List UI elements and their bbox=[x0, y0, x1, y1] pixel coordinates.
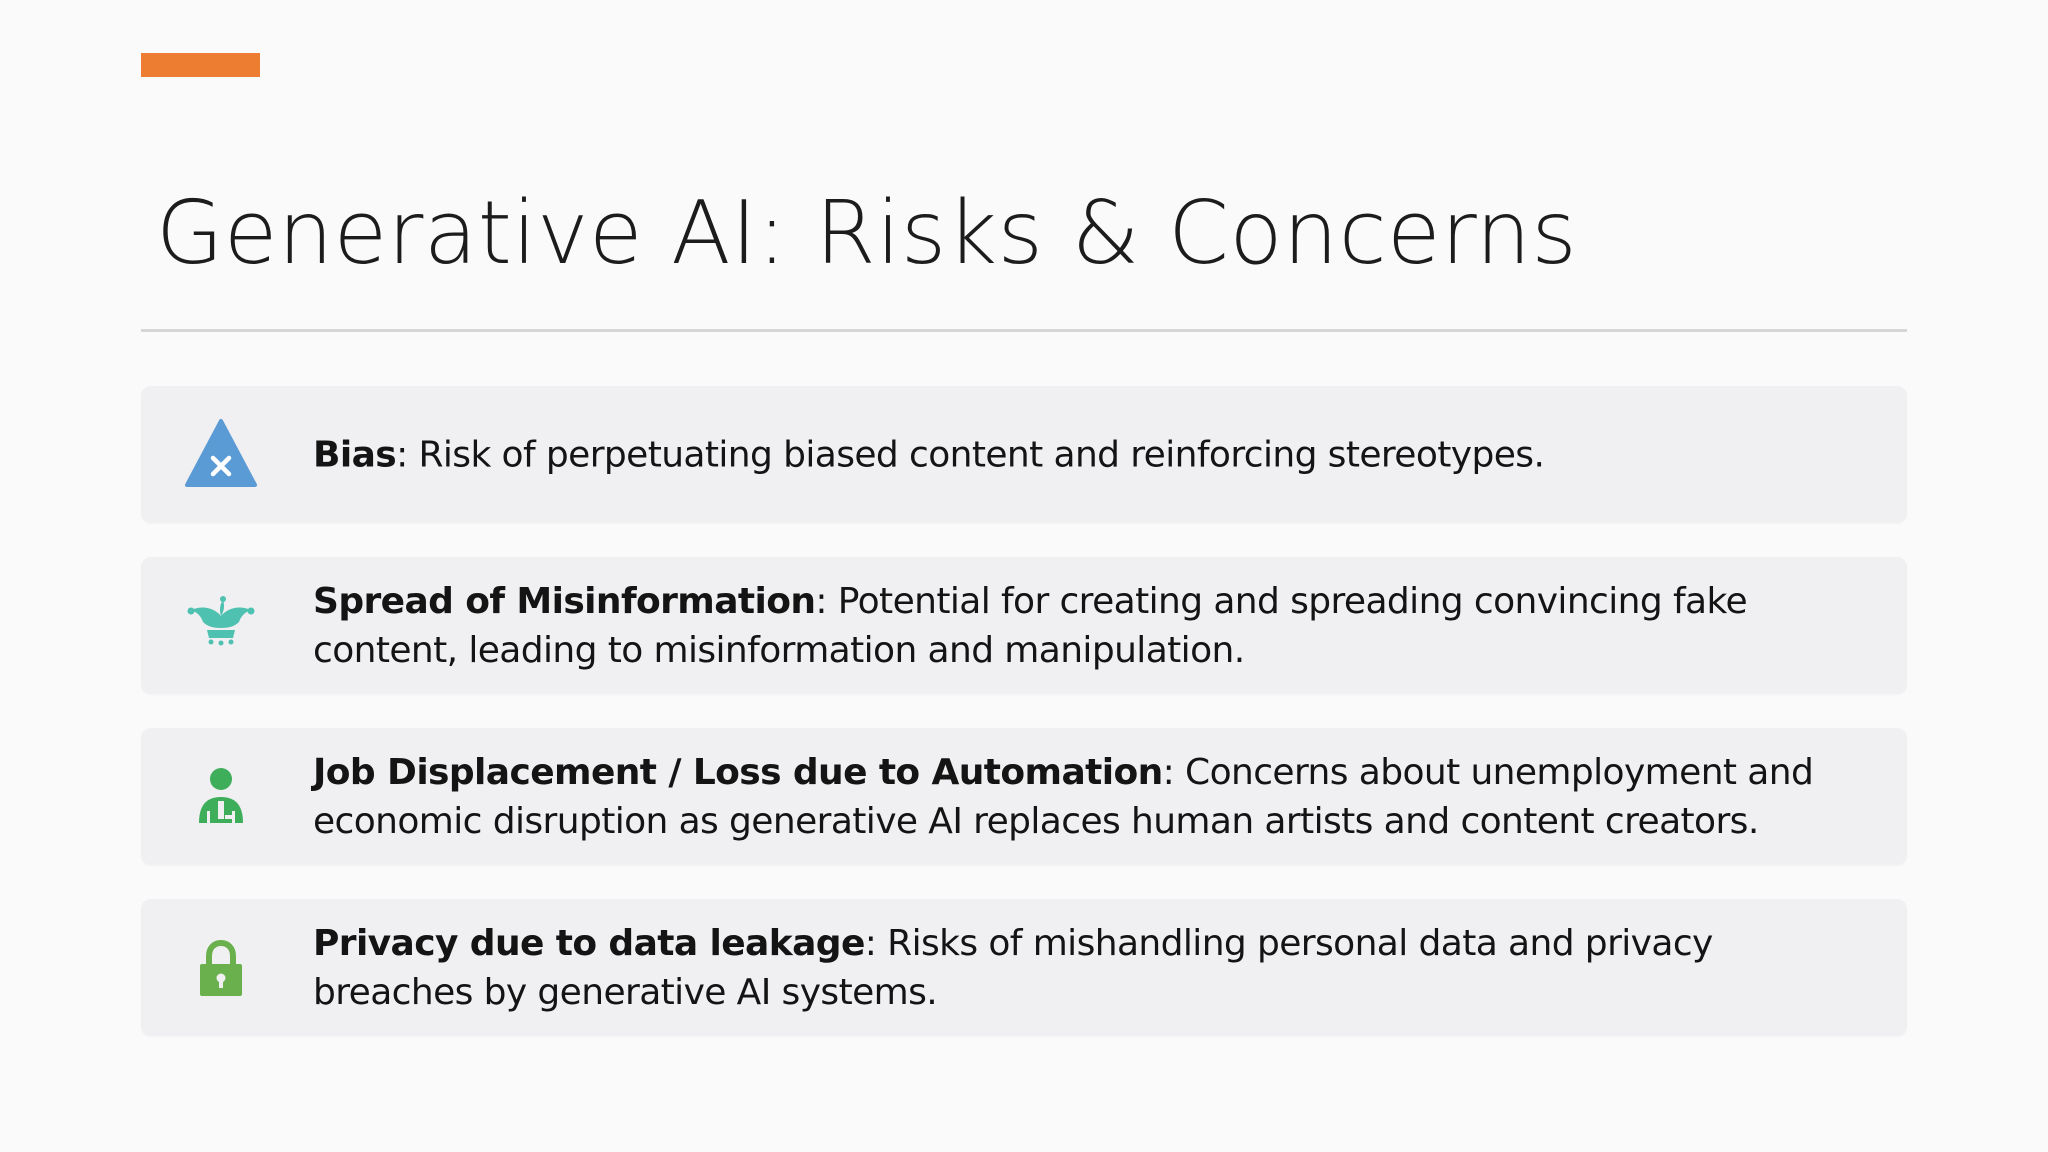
risk-text bbox=[313, 748, 1877, 846]
risk-card-bias bbox=[141, 386, 1907, 523]
padlock-icon bbox=[181, 928, 261, 1008]
risk-heading: Job Displacement / Loss due to Automation bbox=[313, 751, 1163, 793]
risk-heading: Privacy due to data leakage bbox=[313, 922, 865, 964]
risk-separator: : bbox=[396, 434, 408, 475]
slide-title: Generative AI: Risks & Concerns bbox=[156, 182, 1578, 284]
worker-person-icon bbox=[181, 757, 261, 837]
risk-card-misinformation bbox=[141, 557, 1907, 694]
risk-heading: Bias bbox=[313, 434, 397, 475]
title-divider bbox=[141, 329, 1907, 332]
risk-text bbox=[313, 577, 1877, 675]
warning-triangle-x-icon bbox=[181, 415, 261, 495]
risk-heading: Spread of Misinformation bbox=[313, 580, 816, 622]
risk-separator: : bbox=[864, 922, 877, 964]
risk-description: Concerns about unemployment and economic disruption as generative AI replaces human artists and content creators. bbox=[313, 751, 1814, 842]
accent-bar bbox=[141, 53, 260, 77]
risk-description: Risk of perpetuating biased content and reinforcing stereotypes. bbox=[407, 434, 1545, 475]
risk-card-privacy bbox=[141, 899, 1907, 1036]
risk-card-job-displacement bbox=[141, 728, 1907, 865]
risk-description: Potential for creating and spreading convincing fake content, leading to misinformation and manipulation. bbox=[313, 580, 1748, 671]
risk-text bbox=[313, 919, 1877, 1017]
jester-hat-icon bbox=[181, 586, 261, 666]
risk-text bbox=[313, 430, 1877, 479]
risk-separator: : bbox=[1162, 751, 1175, 793]
risk-description: Risks of mishandling personal data and privacy breaches by generative AI systems. bbox=[313, 922, 1713, 1013]
risk-separator: : bbox=[815, 580, 827, 622]
